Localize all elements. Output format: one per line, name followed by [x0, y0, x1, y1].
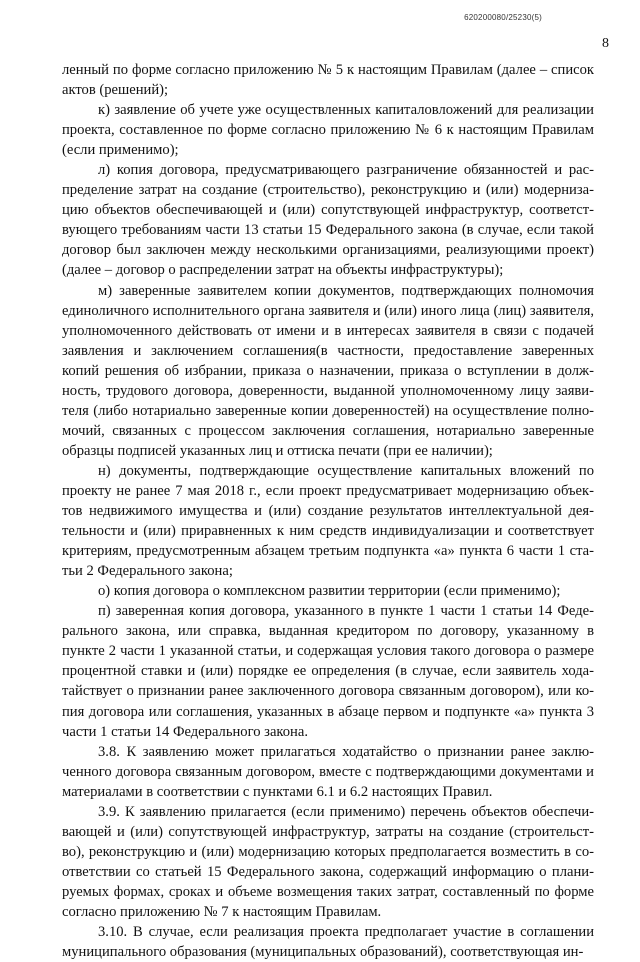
paragraph-3-10: 3.10. В случае, если реализация проекта предполагает участие в соглашении муниципального образования (муниципальных образований), соответствующая ин-	[62, 924, 594, 961]
paragraph-item-o: о) копия договора о комплексном развитии территории (если применимо);	[98, 583, 561, 600]
paragraph-item-n: н) документы, подтверждающие осуществление капитальных вложений по проекту не ранее 7 мая 2018 г., если проект предусматривает модернизацию объектов недвижимого имущества и (или) создание результатов интеллектуальной деятельности и (или) приравненных к ним средств индивидуализации и соответствует критериям, предусмотренным абзацем третьим подпункта «а» пункта 6 части 1 статьи 2 Федерального закона;	[62, 462, 594, 580]
paragraph-item-p: п) заверенная копия договора, указанного в пункте 1 части 1 статьи 14 Федерального закона, или справка, выданная кредитором по договору, указанному в пункте 2 части 1 указанной статьи, и содержащая условия такого договора о размере процентной ставки и (или) порядке ее определения (в случае, если заявитель ходатайствует о признании ранее заключенного договора связанным договором), или копия договора или соглашения, указанных в абзаце первом и подпункте «а» пункта 3 части 1 статьи 14 Федерального закона.	[62, 603, 594, 740]
document-body	[62, 60, 594, 962]
paragraph-item-k: к) заявление об учете уже осуществленных капиталовложений для реализации проекта, составленное по форме согласно приложению № 6 к настоящим Правилам (если применимо);	[62, 102, 594, 159]
paragraph-3-8: 3.8. К заявлению может прилагаться ходатайство о признании ранее заключенного договора связанным договором, вместе с подтверждающими документами и материалами в соответствии с пунктами 6.1 и 6.2 настоящих Правил.	[62, 743, 594, 800]
paragraph-item-m: м) заверенные заявителем копии документов, подтверждающих полномочия единоличного исполнительного органа заявителя и (или) иного лица (лиц) заявителя, уполномоченного действовать от имени и в интересах заявителя в связи с подачей заявления и заключением соглашения(в частности, предоставление заверенных копий решения об избрании, приказа о назначении, приказа о вступлении в должность, трудового договора, доверенности, выданной уполномоченному лицу заявителя (либо нотариально заверенные копии доверенностей) на осуществление полномочий, связанных с процессом заключения соглашения, нотариально заверенные образцы подписей указанных лиц и оттиска печати (при ее наличии);	[62, 282, 594, 459]
document-id: 620200080/25230(5)	[464, 13, 542, 22]
paragraph-item-l: л) копия договора, предусматривающего разграничение обязанностей и распределение затрат на создание (строительство), реконструкцию и (или) модернизацию объектов обеспечивающей и (или) сопутствующей инфраструктур, соответствующего требованиям части 13 статьи 15 Федерального закона (в случае, если такой договор был заключен между несколькими организациями, реализующими проект) (далее – договор о распределении затрат на объекты инфраструктуры);	[62, 162, 594, 279]
page-number: 8	[602, 36, 609, 51]
paragraph-continuation: ленный по форме согласно приложению № 5 к настоящим Правилам (далее – список актов (решений);	[62, 62, 594, 99]
paragraph-3-9: 3.9. К заявлению прилагается (если применимо) перечень объектов обеспечивающей и (или) сопутствующей инфраструктур, затраты на создание (строительство), реконструкцию и (или) модернизацию которых предполагается возместить в соответствии со статьей 15 Федерального закона, содержащий информацию о планируемых формах, сроках и объеме возмещения таких затрат, составленный по форме согласно приложению № 7 к настоящим Правилам.	[62, 803, 594, 920]
